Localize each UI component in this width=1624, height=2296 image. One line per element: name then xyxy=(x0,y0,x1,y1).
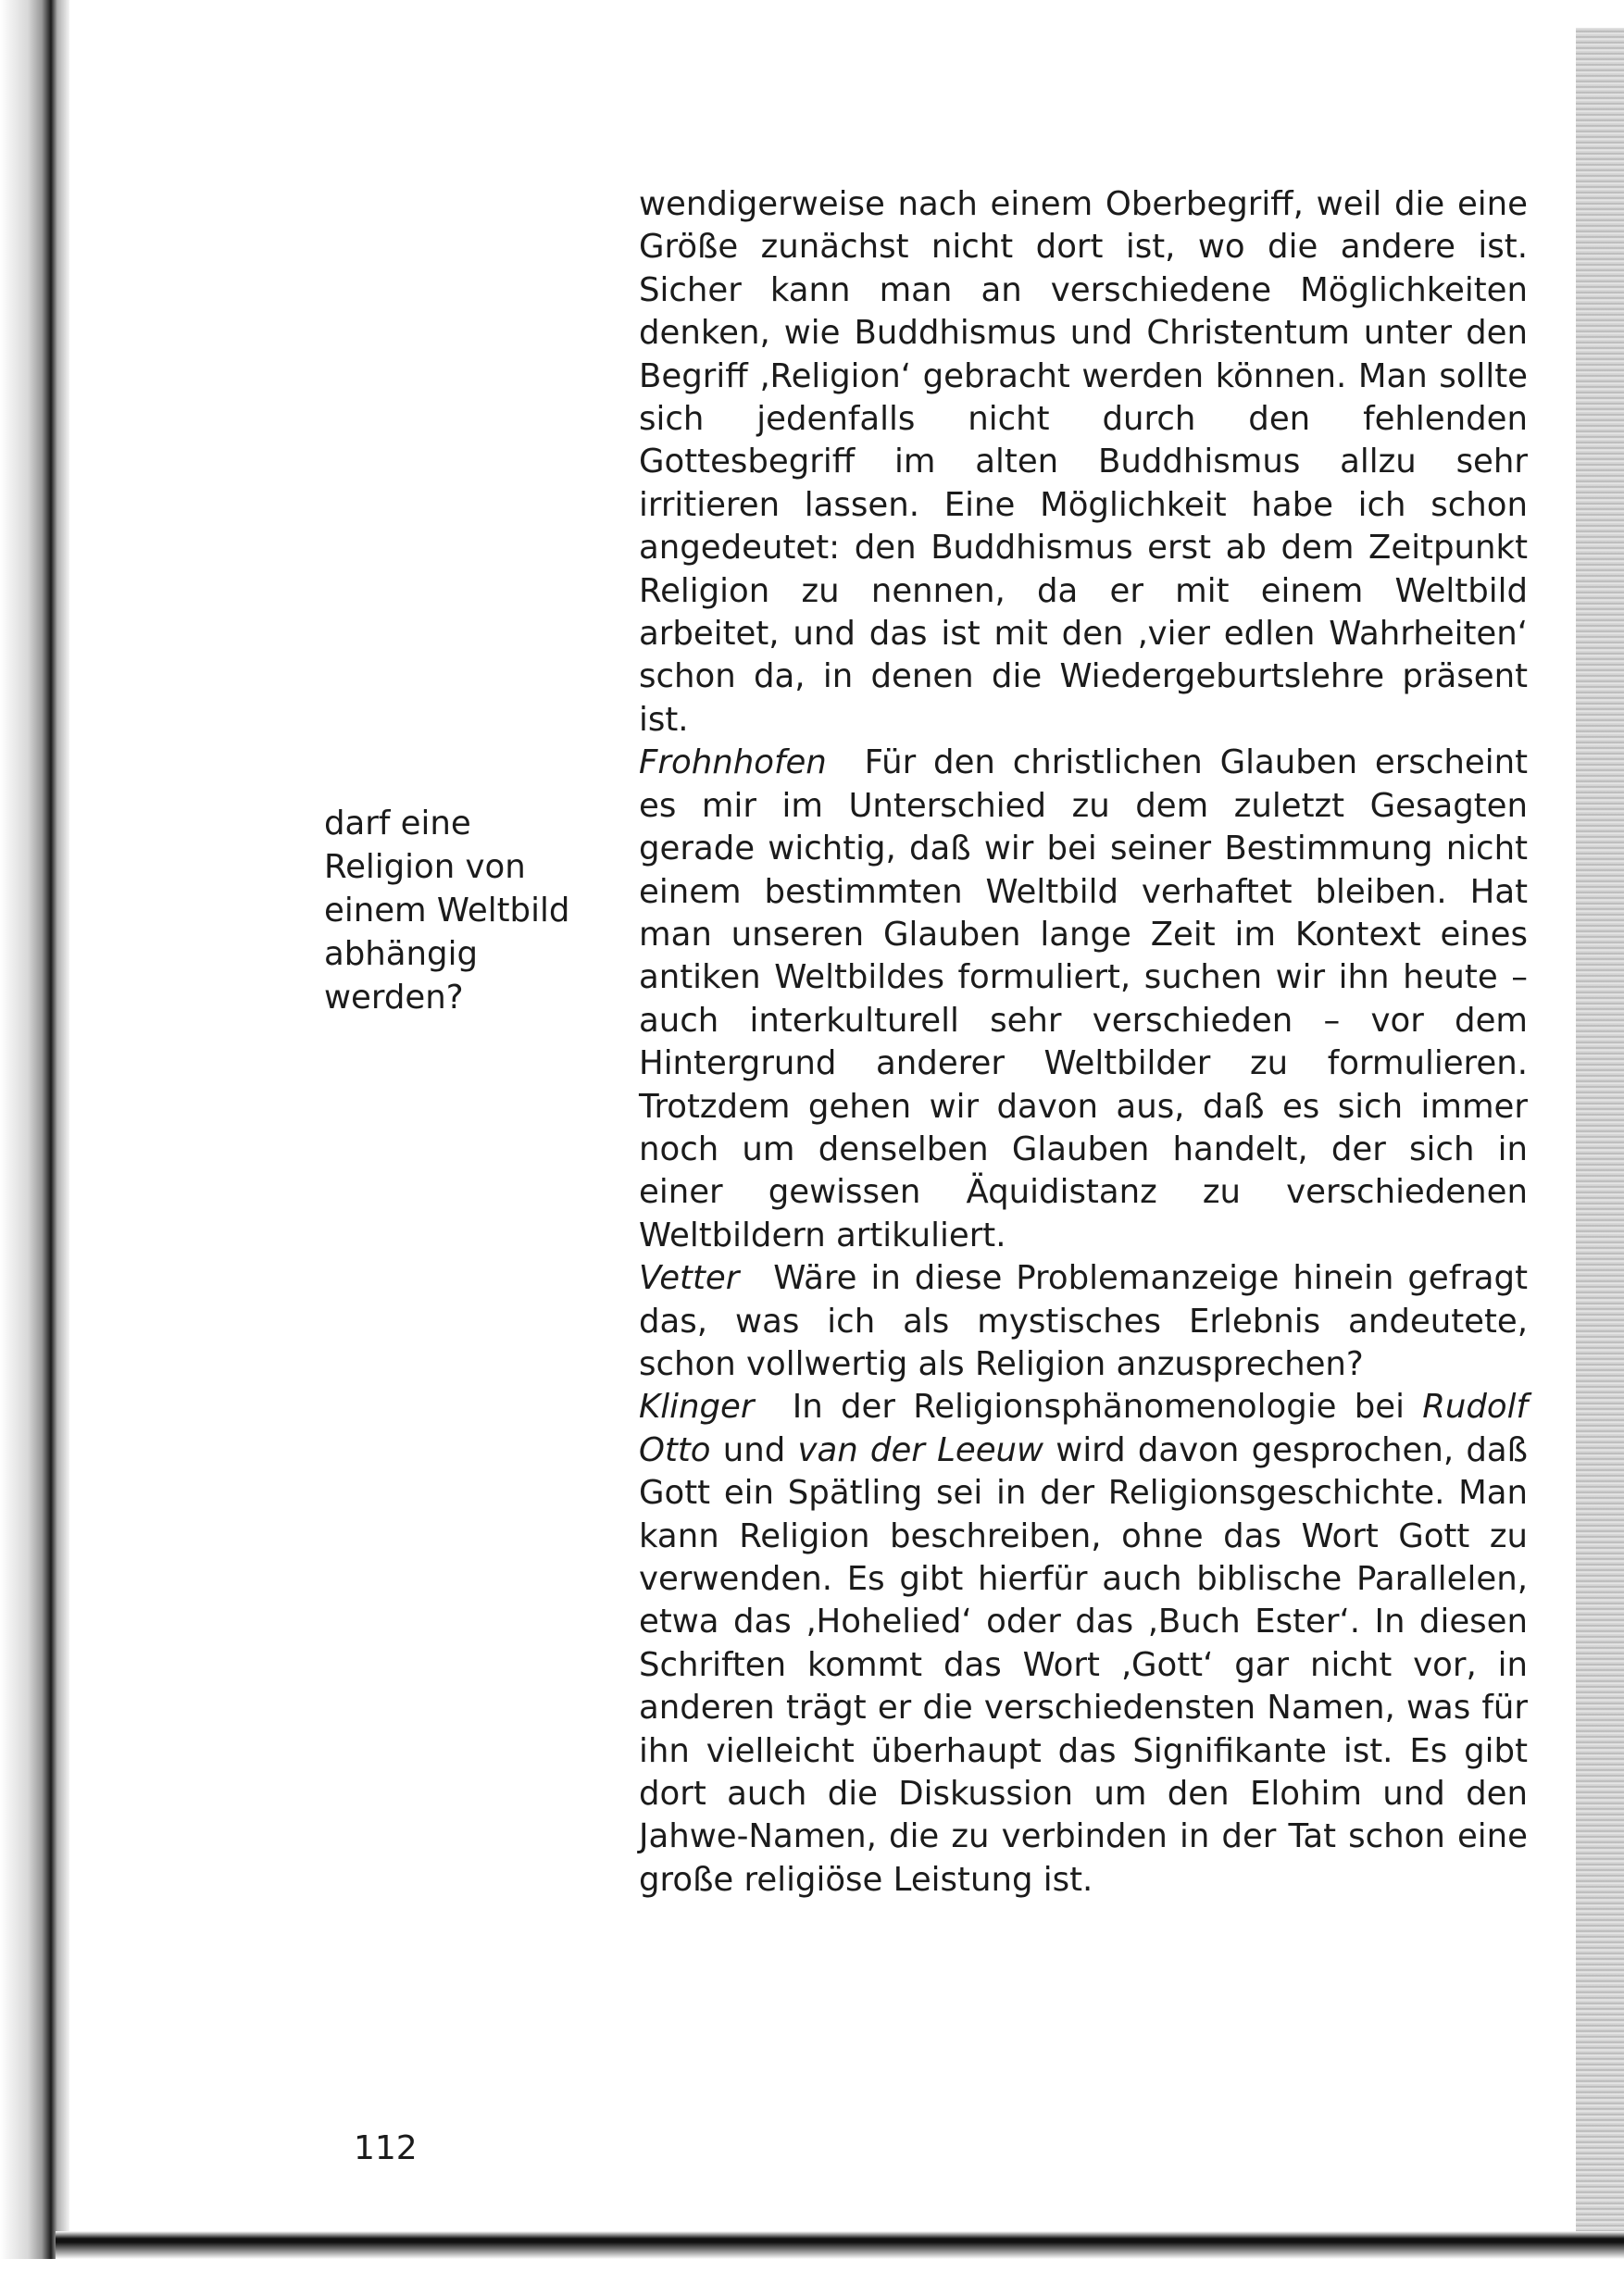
speaker-text: Für den christlichen Glauben erscheint es mir im Unterschied zu dem zuletzt Gesagten gerade wichtig, daß wir bei seiner Bestimmung nicht einem bestimmten Weltbild verhaftet bleiben. Hat man unseren Glauben lange Zeit im Kontext eines antiken Weltbildes formuliert, suchen wir ihn heute – auch interkulturell sehr verschieden – vor dem Hintergrund anderer Weltbilder zu formulieren. Trotzdem gehen wir davon aus, daß es sich immer noch um denselben Glauben handelt, der sich in einer gewissen Äquidistanz zu verschiedenen Weltbildern artikuliert. xyxy=(639,743,1528,1254)
main-text-column xyxy=(639,183,1528,1902)
speaker-name: Frohnhofen xyxy=(639,743,827,782)
cited-author: Rudolf Otto xyxy=(639,1388,1528,1469)
paragraph-klinger xyxy=(639,1386,1528,1902)
speaker-text: In der Religionsphänomenologie bei xyxy=(792,1388,1405,1427)
speaker-name: Vetter xyxy=(639,1259,740,1298)
paragraph-vetter xyxy=(639,1257,1528,1386)
book-spine-shadow xyxy=(0,0,69,2259)
page-edge-shadow xyxy=(1576,28,1624,2240)
paragraph-1: wendigerweise nach einem Oberbegriff, weil die eine Größe zunächst nicht dort ist, wo die andere ist. Sicher kann man an verschiedene Möglichkeiten denken, wie Buddhismus und Christentum unter den Begriff ‚Religion‘ gebracht werden können. Man sollte sich jedenfalls nicht durch den fehlenden Gottesbegriff im alten Buddhismus allzu sehr irritieren lassen. Eine Möglichkeit habe ich schon angedeutet: den Buddhismus erst ab dem Zeitpunkt Religion zu nennen, da er mit einem Weltbild arbeitet, und das ist mit den ‚vier edlen Wahrheiten‘ schon da, in denen die Wiedergeburtslehre präsent ist. xyxy=(639,185,1528,739)
margin-note: darf eine Religion von einem Weltbild abhängig werden? xyxy=(324,805,570,1017)
speaker-name: Klinger xyxy=(639,1388,755,1427)
bottom-edge-shadow xyxy=(56,2231,1624,2259)
speaker-text: und xyxy=(722,1430,786,1469)
speaker-text: Wäre in diese Problemanzeige hinein gefragt das, was ich als mystisches Erlebnis andeutete, schon vollwertig als Religion anzusprechen? xyxy=(639,1259,1528,1383)
speaker-text: wird davon gesprochen, daß Gott ein Spätling sei in der Religionsgeschichte. Man kann Religion beschreiben, ohne das Wort Gott zu verwenden. Es gibt hierfür auch biblische Parallelen, etwa das ‚Hohelied‘ oder das ‚Buch Ester‘. In diesen Schriften kommt das Wort ‚Gott‘ gar nicht vor, in anderen trägt er die verschiedensten Namen, was für ihn vielleicht überhaupt das Signifikante ist. Es gibt dort auch die Diskussion um den Elohim und den Jahwe-Namen, die zu verbinden in der Tat schon eine große religiöse Leistung ist. xyxy=(639,1430,1528,1899)
cited-author: van der Leeuw xyxy=(797,1430,1044,1469)
paragraph-frohnhofen xyxy=(639,742,1528,1257)
page-number: 112 xyxy=(354,2129,418,2167)
